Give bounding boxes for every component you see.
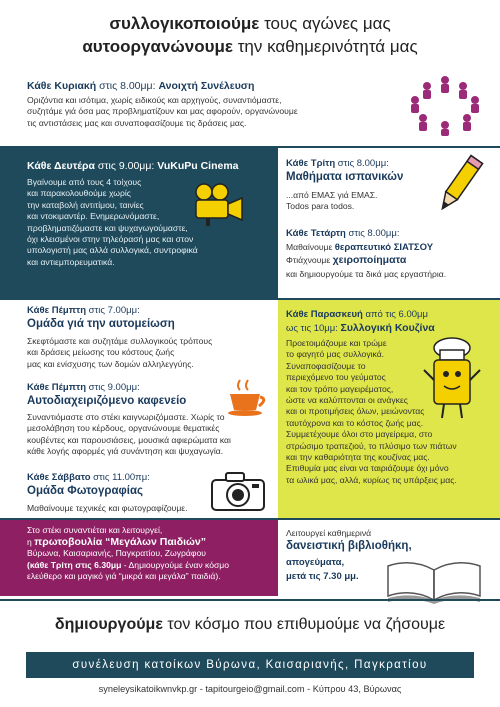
coffee-cup-icon [224, 378, 270, 418]
wednesday-text: Μαθαίνουμε θεραπευτικό ΣΙΑΤΣΟΥ Φτιάχνουμε χειροποίηματα και δημιουργούμε τα δικά μας εργαστήρια. [286, 242, 447, 279]
header-line-2: αυτοοργανώνουμε την καθημερινότητά μας [82, 37, 418, 56]
divider [0, 599, 500, 601]
contact-line: syneleysikatoikwnvkp.gr - tapitourgeio@gmail.com - Κύπρου 43, Βύρωνας [98, 684, 402, 694]
thursday1-heading: Κάθε Πέμπτη στις 7.00μμ: [27, 305, 140, 316]
thursday1-text: Σκεφτόμαστε και συζητάμε συλλογικούς τρόπους και δράσεις μείωσης του κόστους ζωής μας και ενίσχυσης των δομών αλληλεγγύης. [27, 336, 213, 369]
library-time-1: απογεύματα, [286, 557, 345, 568]
open-book-icon [382, 552, 486, 606]
tuesday-text: ...από ΕΜΑΣ γιά ΕΜΑΣ. Todos para todos. [286, 190, 378, 212]
library-title: δανειστική βιβλιοθήκη, [286, 540, 412, 552]
thursday1-title: Ομάδα γιά την αυτομείωση [27, 318, 175, 330]
friday-text: Προετοιμάζουμε και τρώμε το φαγητό μας συλλογικά. Συναποφασίζουμε το περιεχόμενο του γεύματος και τον τρόπο μαγειρέματος, ώστε να καλύπτονται οι ανάγκες και οι προτιμήσεις όλων, μειώνοντας ταυτόχρονα και το κόστος ζωής μας. Συμμετέχουμε όλοι στο μαγείρεμα, στο στρώσιμο τραπεζιού, το πλύσιμο των πιάτων και την καθαριότητα της κουζίνας μας. Επιθυμία μας είναι να ταιριάζουμε όχι μόνο τα ωλικά μας, αλλά, κυρίως τις υπάρξεις μας. [286, 338, 457, 485]
tuesday-title: Μαθήματα ισπανικών [286, 171, 404, 183]
monday-text: Βγαίνουμε από τους 4 τοίχους και παρακολουθούμε χωρίς την καταβολή αντιτίμου, ταινίες και ντοκιμαντέρ. Ενημερωνόμαστε, προβληματιζόμαστε και ψυχαγωγούμαστε, όχι κλεισμένοι στην τηλεόρασή μας και στον υπολογιστή μας αλλά συλλογικά, συντροφικά και αντιεμπορευματικά. [27, 177, 198, 267]
library-intro: Λειτουργεί καθημερινά [286, 528, 372, 538]
saturday-title: Ομάδα Φωτογραφίας [27, 485, 144, 497]
tuesday-heading: Κάθε Τρίτη στις 8.00μμ: [286, 158, 389, 169]
people-chain-icon [405, 72, 485, 137]
thursday2-text: Συναντιόμαστε στο στέκι καιγνωριζόμαστε. Χωρίς το μεσολάβηση του κέρδους, οργανώνουμε θεματικές κουβέντες και παρουσιάσεις, μουσικά αφιερώματα και κάθε λογής αφορμές γιά συνάντηση και ψυχαγωγία. [27, 412, 231, 457]
slogan: δημιουργούμε τον κόσμο που επιθυμούμε να ζήσουμε [54, 616, 446, 633]
friday-heading-2: ως τις 10μμ: Συλλογική Κουζίνα [286, 322, 435, 334]
saturday-text: Μαθαίνουμε τεχνικές και φωτογραφίζουμε. [27, 503, 188, 513]
thursday2-heading: Κάθε Πέμπτη στις 9.00μμ: [27, 382, 140, 393]
pencil-icon [430, 150, 488, 220]
movie-camera-icon [188, 182, 246, 228]
sunday-heading: Κάθε Κυριακή στις 8.00μμ: Ανοιχτή Συνέλευση [27, 80, 255, 92]
sunday-text: Οριζόντια και ισότιμα, χωρίς ειδικούς και αρχηγούς, συναντιόμαστε, συζητάμε γιά όσα μας προβληματίζουν και μας αφορούν, οργανώνουμε τις αντιστάσεις μας και συναποφασίζουμε τις δράσεις μας. [27, 95, 298, 128]
saturday-heading: Κάθε Σάββατο στις 11.00πμ: [27, 472, 150, 483]
chef-icon [420, 336, 484, 422]
library-time-2: μετά τις 7.30 μμ. [286, 571, 359, 582]
camera-icon [208, 468, 268, 514]
thursday2-title: Αυτοδιαχειριζόμενο καφενείο [27, 395, 187, 407]
footer-title: συνέλευση κατοίκων Βύρωνα, Καισαριανής, Παγκρατίου [26, 652, 474, 678]
friday-heading-1: Κάθε Παρασκευή από τις 6.00μμ [286, 309, 428, 320]
monday-heading: Κάθε Δευτέρα στις 9.00μμ: VuKuPu Cinema [27, 160, 239, 172]
wednesday-heading: Κάθε Τετάρτη στις 8.00μμ: [286, 228, 400, 239]
header-line-1: συλλογικοποιούμε τους αγώνες μας [109, 14, 391, 33]
kids-text: Στο στέκι συναντιέται και λειτουργεί, η πρωτοβουλία “Μεγάλων Παιδιών” Βύρωνα, Καισαριανής, Παγκρατίου, Ζωγράφου (κάθε Τρίτη στις 6.30μμ - Δημιουργούμε έναν κόσμο ελεύθερο και μαγικό γιά “μικρά και μεγάλα” παιδιά). [27, 525, 230, 582]
